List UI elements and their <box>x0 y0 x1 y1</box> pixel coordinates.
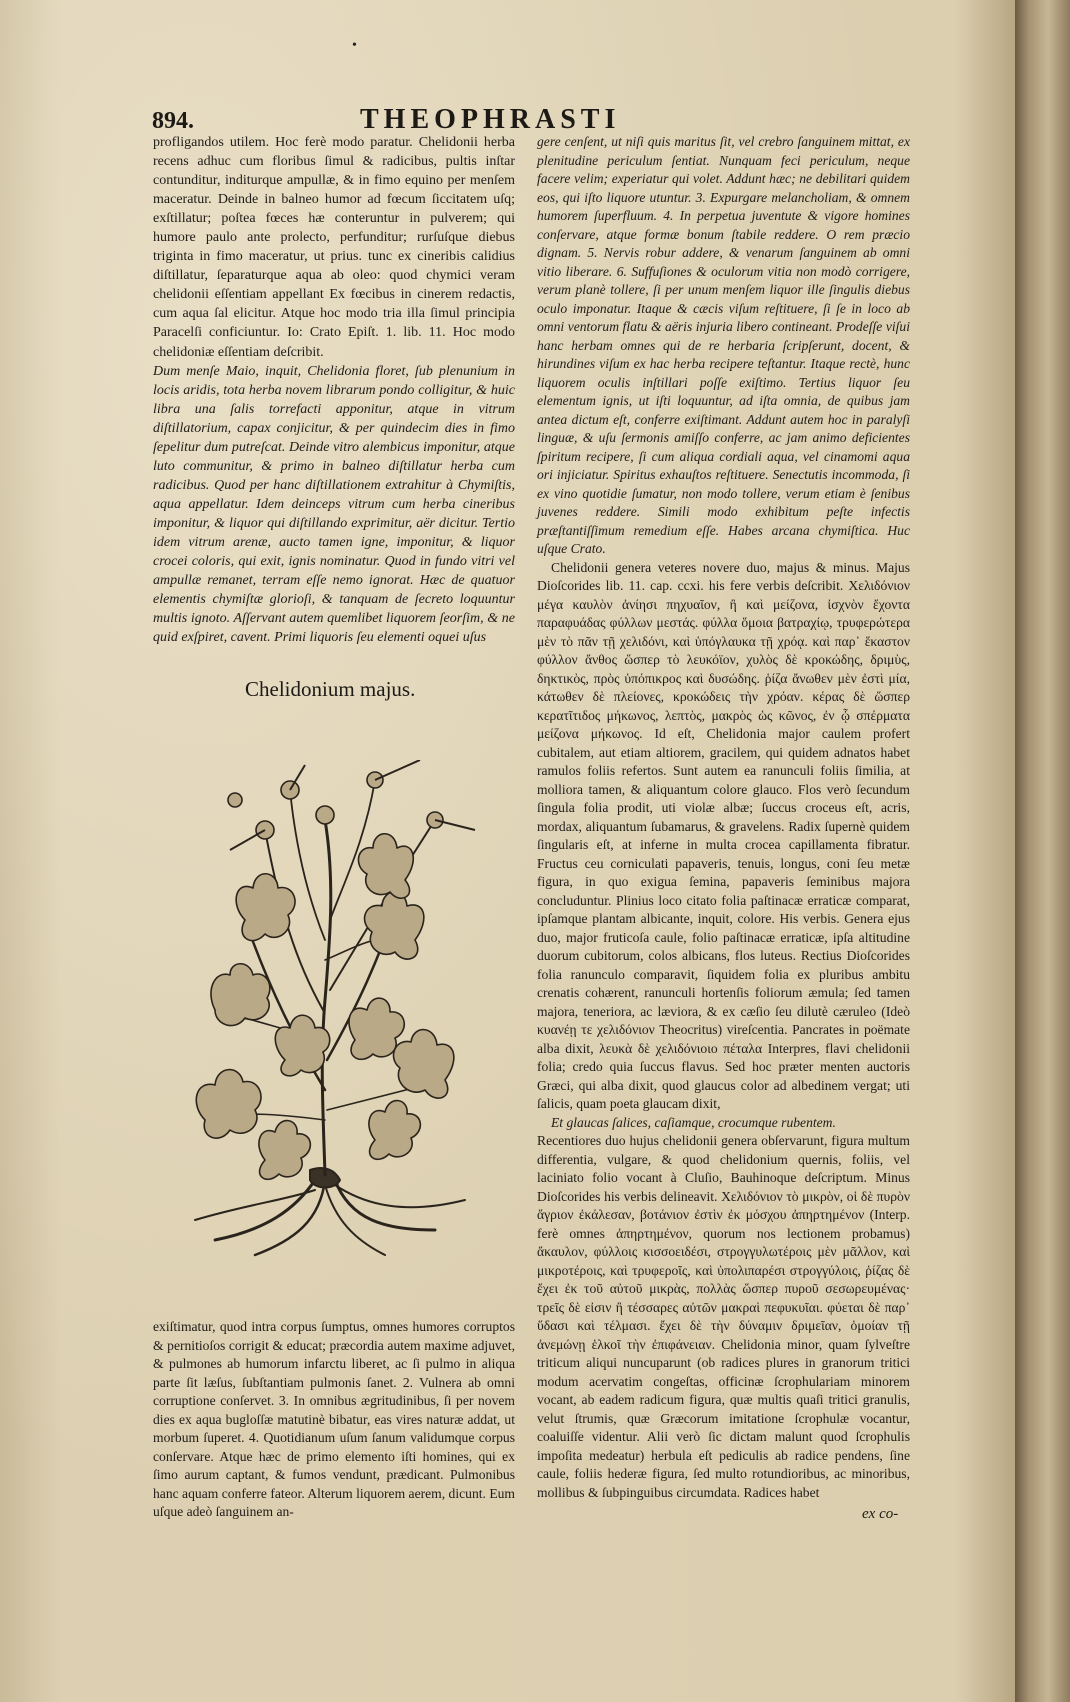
running-head: THEOPHRASTI <box>360 104 621 135</box>
catchword: ex co- <box>862 1506 899 1522</box>
left-column-top-text <box>153 133 515 647</box>
ink-mark: • <box>352 38 357 53</box>
paragraph: exiſtimatur, quod intra corpus ſumptus, omnes humores corruptos & pernitioſos corrigit & educat; præcordia autem maxime adjuvet, & pulmones ab humorum infarctu liberet, ac ſi pulmo in aliqua parte ſit læſus, ſubſtantiam pulmonis ſanet. 2. Vulnera ab omni corruptione conſervet. 3. In omnibus ægritudinibus, ſi per novem dies ex aqua bugloſſæ matutinè bibatur, eas vires naturæ addat, ut morbum ſuperet. 4. Quotidianum uſum ſanum validumque corpus conſervare. Atque hæc de primo elemento iſti homines, qui ex ſimo aurum captant, & fumos vendunt, prædicant. Pulmonibus hanc aquam conferre fateor. Alterum liquorem aerem, dicunt. Eum uſque adeò ſanguinem an- <box>153 1319 515 1519</box>
verse-quotation: Et glaucas ſalices, caſiamque, crocumque rubentem. <box>551 1114 836 1130</box>
left-column-bottom-text <box>153 1318 515 1522</box>
paragraph: Chelidonii genera veteres novere duo, majus & minus. Majus Dioſcorides lib. 11. cap. ccxi. his fere verbis deſcribit. Χελιδόνιον μέγα καυλὸν ἀνίησι πηχυαῖον, ἢ καὶ μείζονα, ἰσχνὸν ἔχοντα παραφυάδας φύλλων μεστάς. φύλλα ὅμοια βατραχίῳ, τρυφερώτερα μὲν τὸ πᾶν τῇ χελιδόνι, καὶ ὑπόγλαυκα τῇ χρόᾳ. καὶ παρ᾽ ἕκαστον φύλλον ἄνθος ὥσπερ τὸ λευκόϊον, χυλὸς δὲ κροκώδης, δριμὺς, δηκτικὸς, πρὸς ὑπόπικρος καὶ δυσώδης. ῥίζα ἄνωθεν μὲν ἐστὶ μία, κάτωθεν δὲ πλείονες, κροκώδεις τὴν χρόαν. κέρας δὲ ὥσπερ κερατῖτιδος μήκωνος, λεπτὸς, μακρὸς ὡς κῶνος, ἐν ᾧ σπέρματα μείζονα μήκωνος. Id eſt, Chelidonia major caulem profert cubitalem, aut etiam altiorem, gracilem, qui quidem adnatos habet ramulos foliis refertos. Sunt autem ea ranunculi foliis ſimilia, at molliora tamen, & aliquantum colore glauco. Flos verò ſecundum ſingula folia prodit, uti violæ albæ; ſuccus croceus eſt, acris, mordax, aliquantum ſubamarus, & gravelens. Radix ſupernè quidem ſingularis eſt, at inferne in multa crocea capillamenta fibratur. Fructus ceu corniculati papaveris, tenuis, longus, coni ſeu metæ figura, in quo exigua ſemina, papaveris ſeminibus majora concluduntur. Plinius loco citato folia paſtinacæ erraticæ comparat, ipſamque plantam albicante, inquit, colore. His verbis. Genera ejus duo, major fruticoſa caule, folio paſtinacæ erraticæ, ipſa altitudine duorum cubitorum, colos albicans, flos luteus. Rectius Dioſcorides folia ranunculo comparavit, ſiquidem folia ex pluribus ambitu crenatis cohærent, ranunculi hortenſis foliorum æmula; ſed tamen majora, teneriora, ac læviora, & ex cæſio ſeu dilutè cæruleo (Ideò κυανέῃ τε χελιδόνιον Theocritus) vireſcentia. Pancrates in poëmate alba dixit, λευκὰ δὲ χελιδόνιοιο πέταλα Interpres, flavi chelidonii folia; credo quia ſuccus flavus. Sed hoc præter menten auctoris Græci, qui alba dixit, quod glaucus color ad albedinem vergat; uti ſalicis, quam poeta glaucam dixit, <box>537 559 910 1111</box>
paragraph: gere cenſent, ut niſi quis maritus ſit, vel crebro ſanguinem mittat, ex plenitudine periculum ſentiat. Nunquam feci periculum, neque facere velim; experiatur qui volet. Addunt hæc; ne debilitari quidem eos, qui iſto liquore utuntur. 3. Expurgare melancholiam, & omnem humorem ſuperfluum. 4. In perpetua juventute & vigore homines conſervare, atque formæ bonum ſtabile reddere. O rem præcio dignam. 5. Nervis robur addere, & venarum ſanguinem ab omni vitio liberare. 6. Suffuſiones & oculorum vitia non modò corrigere, verum planè tollere, ſi per unum menſem liquor ille ſingulis diebus oculo imponatur. Itaque & cæcis viſum reſtituere, ſi ſe in loco ab omni ventorum flatu & aëris injuria libero contineant. Prodeſſe viſui hanc herbam omnes qui de re herbaria ſcripſerunt, docent, & hirundines viſum ex hac herba recipere teſtantur. Itaque rectè, hunc liquorem oculis inſtillari poſſe exiſtimo. Tertius liquor ſeu elementum ignis, ut iſti loquuntur, ad iſta omnia, de quibus jam antea dictum eſt, conferre exiſtimant. Addunt autem hoc in paralyſi linguæ, & uſu ſermonis amiſſo conferre, ac jam animo deficientes ſpiritum recipere, ſi cum aliqua cordiali aqua, vel cinamomi aqua ori injiciatur. Spiritus exhauſtos reſtituere. Senectutis incommoda, ſi ex vino quotidie ſumatur, non modo tollere, verum etiam è ſenibus juvenes reddere. Simili modo exhibitum peſte infectis præſtantiſſimum remedium eſſe. Habes arcana chymiſtica. Huc uſque Crato. <box>537 134 910 556</box>
paragraph: profligandos utilem. Hoc ferè modo paratur. Chelidonii herba recens adhuc cum floribus ſimul & radicibus, pultis inſtar contunditur, inditurque ampullæ, & in fimo equino per menſem maceratur. Deinde in balneo humor ad fœcum ſiccitatem uſq; exſtillatur; poſtea fœces hæ conteruntur in pulverem; qui humore paulo ante prolecto, perfunditur; rurſuſque diebus triginta in fimo maceratur, ut prius. tunc ex cineribis calidius diſtillatur, ſeparaturque aqua ab oleo: quod chymici veram chelidonii eſſentiam appellant Ex fœcibus in cinerem redactis, cum aqua ſal elicitur. Atque hoc modo tria illa ſimul principia Paracelſi conficiuntur. Io: Crato Epiſt. 1. lib. 11. Hoc modo chelidoniæ eſſentiam deſcribit. <box>153 135 515 360</box>
figure-caption: Chelidonium majus. <box>245 677 416 701</box>
paragraph: Dum menſe Maio, inquit, Chelidonia floret, ſub plenunium in locis aridis, tota herba novem librarum pondo colligitur, & huic libra una ſalis torrefacti apponitur, atque in vitrum diſtillatorium, capax conjicitur, & per quindecim dies in fimo ſepelitur dum putreſcat. Deinde vitro alembicus imponitur, atque luto communitur, & primo in balneo diſtillatur herba cum radicibus. Quod per hanc diſtillationem extrahitur à Chymiſtis, aqua appellatur. Idem deinceps vitrum cum herba cineribus imponitur, & liquor qui diſtillando exprimitur, aër dicitur. Tertio idem vitrum arenæ, aucto tamen igne, imponitur, & liquor crocei coloris, qui exit, ignis nominatur. Quod in fundo vitri vel ampullæ remanet, terram eſſe nemo ignorat. Hæc de quatuor elementis chymiſtæ glorioſi, & tanquam de ſecreto loquuntur multis ignoto. Aſſervant autem quemlibet liquorem ſeorſim, & ne quid exſpiret, cavent. Primi liquoris ſeu elementi oquei uſus <box>153 363 515 646</box>
chelidonium-woodcut-illustration <box>175 760 490 1260</box>
right-column-text <box>537 133 910 1502</box>
paragraph: Recentiores duo hujus chelidonii genera obſervarunt, figura multum differentia, vulgare, & quod chelidonium quernis, foliis, vel laciniato folio vocant à Cluſio, Bauhinoque deſcriptum. Minus Dioſcorides his verbis delineavit. Χελιδόνιον τὸ μικρὸν, οἱ δὲ πυρὸν ἄγριον ἐκάλεσαν, βοτάνιον ἐστὶν ἐκ μόσχου ἀπηρτημένον (Interp. ferè omnes ἀπηρτημένον, quorum nos lectionem probamus) ἄκαυλον, φύλλοις κισσοειδέσι, στρογγυλωτέροις μὲν μᾶλλον, καὶ μικροτέροις, καὶ τρυφεροῖς, καὶ ὑπολιπαρέσι στρογγύλοις, ῥίζας δὲ ἔχει ἐκ τοῦ αὐτοῦ μικρὰς, πολλὰς ὥσπερ πυροῦ σεσωρευμένας· τρεῖς δὲ εἰσιν ἢ τέσσαρες αὐτῶν μακραὶ πεφυκυῖαι. φύεται δὲ παρ᾽ ὕδασι καὶ τέλμασι. ἔχει δὲ τὴν δύναμιν δριμεῖαν, ὁμοίαν τῇ ἀνεμώνῃ ἑλκοῖ τὴν ἐπιφάνειαν. Chelidonia minor, quam ſylveſtre triticum aliqui nuncuparunt (ob radices plures in granorum tritici modum acervatim congeſtas, officinæ ſcrophulariam minorem vocant, ab eadem radicum figura, quæ multis quaſi tritici granulis, velut ſtrumis, quæ Græcorum imitatione ſcrophulæ vocantur, coaluiſſe videntur. Alii verò ſic dictam malunt quod ſcrophulis impoſita medeatur) herbula eſt pediculis ab radice pendens, ſine caule, foliis hederæ figura, ſed multo rotundioribus, ac minoribus, mollibus & ſubpinguibus circumdata. Radices habet <box>537 1133 910 1500</box>
book-gutter <box>1015 0 1070 1702</box>
page-number: 894. <box>152 108 194 134</box>
